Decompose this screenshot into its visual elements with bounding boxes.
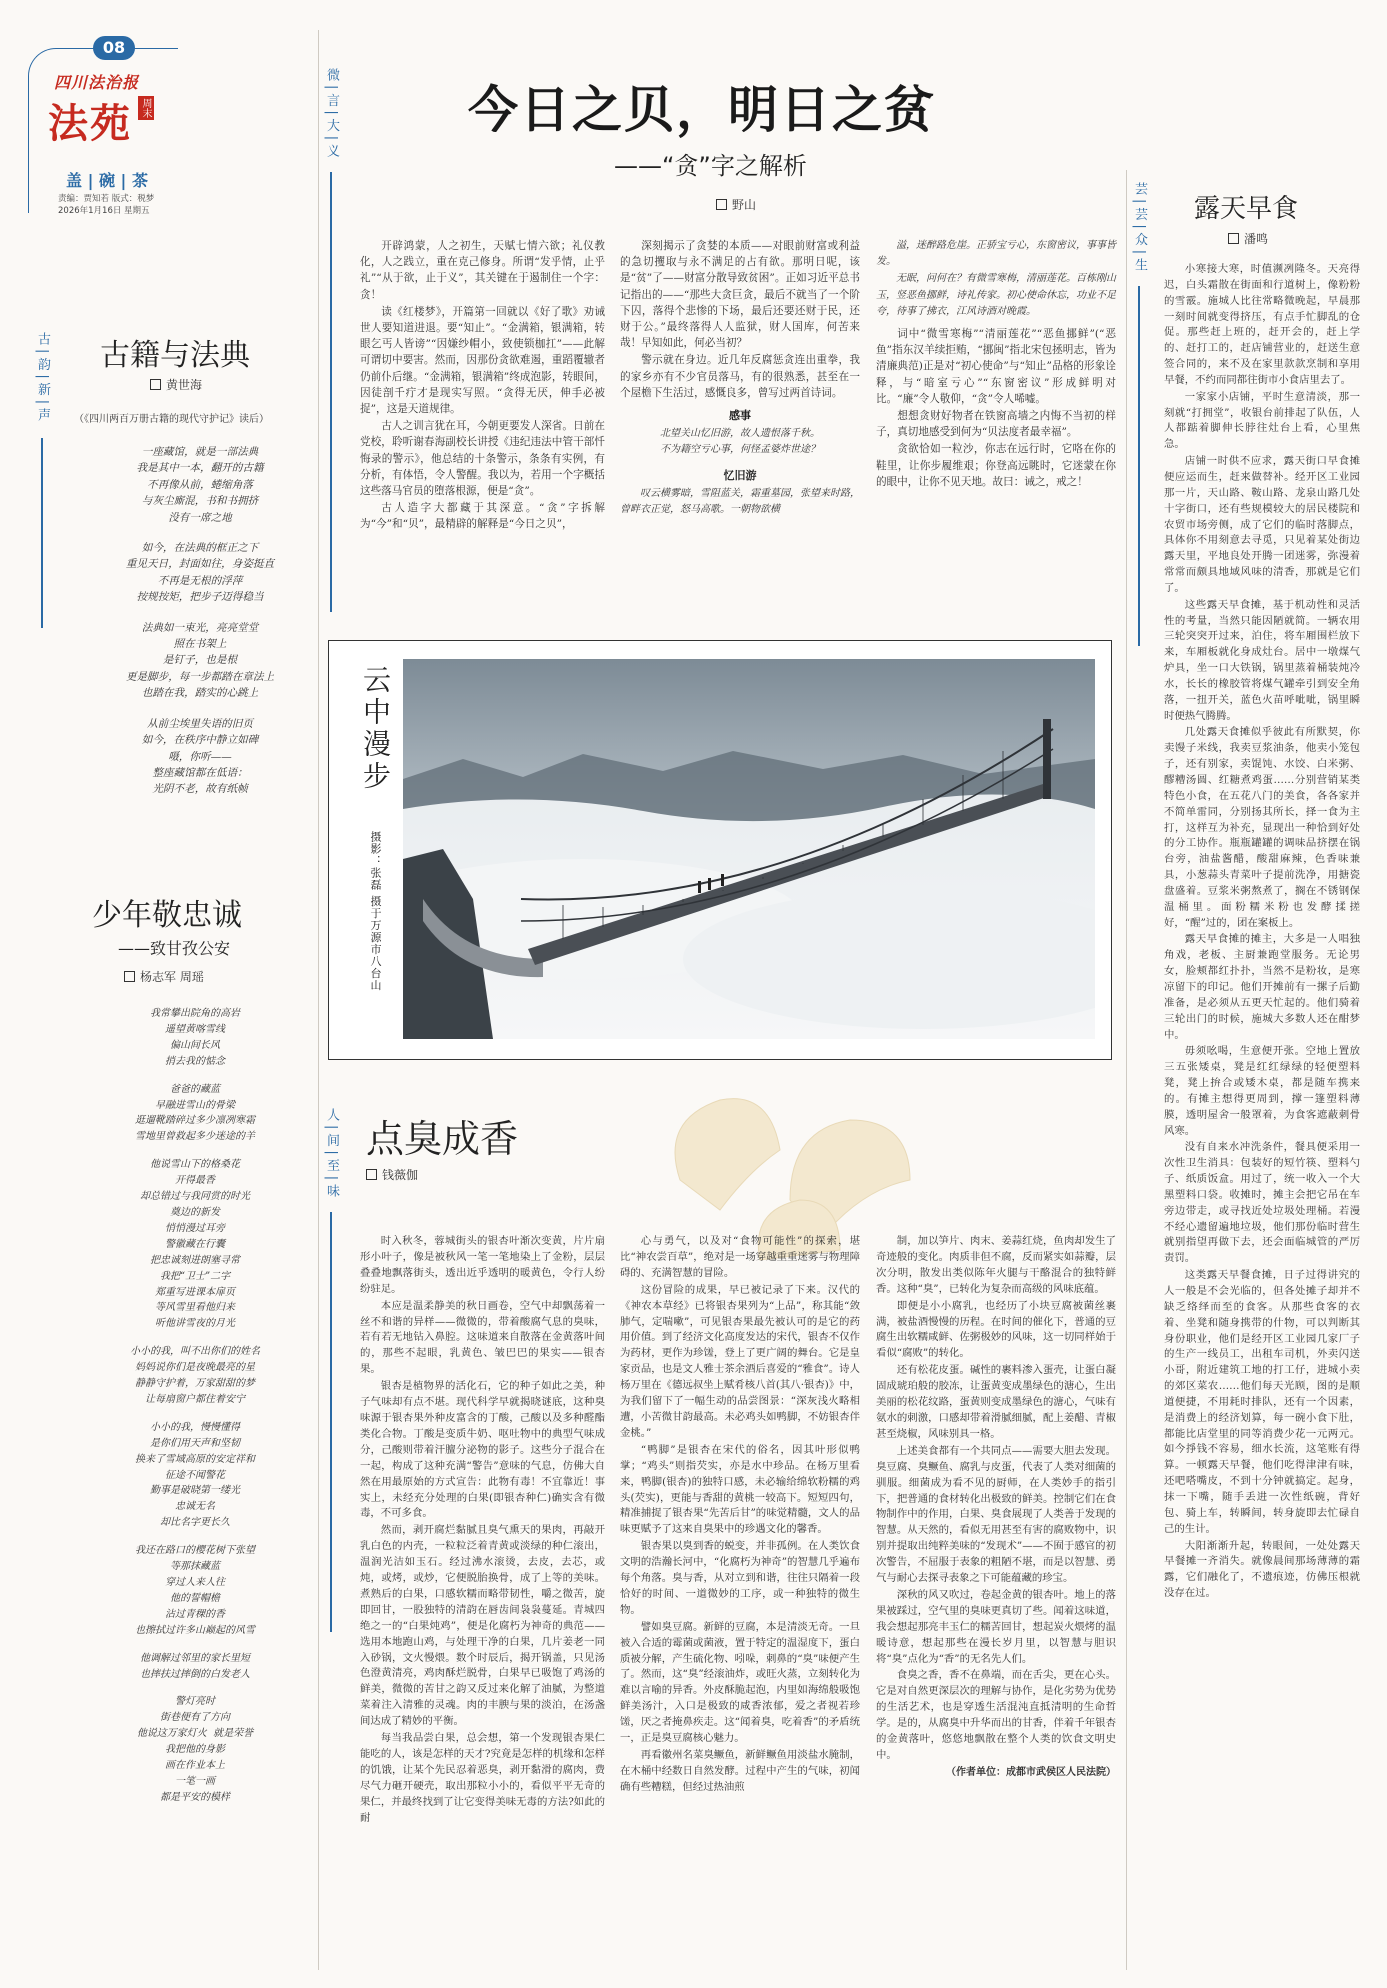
slogan: 盖 | 碗 | 茶	[66, 171, 148, 190]
lutian-title: 露天早食	[1194, 194, 1299, 224]
paragraph: 还有松花皮蛋。碱性的裹料渗入蛋壳，让蛋白凝固成琥珀般的胶冻，让蛋黄变成墨绿色的溏心，生出美丽的松花纹路，蛋黄则变成墨绿色的溏心，气味有氨水的刺激，口感却带着滑腻细腻，配上姜醋、青椒甚至烧椒，风味别具一格。	[876, 1364, 1116, 1440]
poem2-title: 忆旧游	[723, 468, 757, 482]
dianchou-title: 点臭成香	[366, 1117, 519, 1161]
poem-line: 把忠诚刻进朗塞寻常	[150, 1254, 240, 1266]
column-tag-yunyun: 芸|芸|众|生	[1132, 182, 1147, 276]
supplement-name: 法苑	[48, 100, 132, 147]
poem-line: 他说这万家灯火 就是荣誉	[136, 1728, 254, 1740]
poem-line: 光阴不老，故有纸帧	[152, 783, 248, 796]
guji-poem	[90, 444, 310, 798]
dianchou-col3	[876, 1234, 1116, 1782]
poem-line: 妈妈说你们是夜晚最亮的星	[135, 1362, 255, 1374]
poem-line: 整座藏馆都在低语：	[152, 766, 248, 779]
paragraph: 然而，剥开腐烂黏腻且臭气熏天的果肉，再敲开乳白色的内壳，一粒粒泛着青黄或淡绿的种仁滚出，温润光洁如玉石。经过沸水滚烫，去皮，去芯，或炖，或烤，或炒，它便脱胎换骨，成了上等的美味。煮熟后的白果，口感软糯而略带韧性，嚼之微苦，旋即回甘，一股独特的清韵在唇齿间袅袅蔓延。青城四绝之一的“白果炖鸡”，便是化腐朽为神奇的典范——选用本地跑山鸡，与处理干净的白果，几片姜老一同入砂锅，文火慢煨。数个时辰后，揭开锅盖，只见汤色澄黄清亮，鸡肉酥烂脱骨，白果早已吸饱了鸡汤的鲜美，微微的苦甘之韵又反过来化解了油腻，为整道菜着注入清雅的灵魂。肉的丰腴与果的淡泊，在汤盏间达成了精妙的平衡。	[360, 1524, 605, 1728]
column-bar-yunyun	[1138, 286, 1140, 646]
paragraph: 这份冒险的成果，早已被记录了下来。汉代的《神农本草经》已将银杏果列为“上品”，称其能“敛肺气，定喘嗽”，可见银杏果最先被认可的是它的药用价值。到了经济文化高度发达的宋代，银杏不仅作为药材，更作为珍馐，登上了更广阔的舞台。它是皇家贡品，也是文人雅士茶余酒后喜爱的“雅食”。诗人杨万里在《德远叔坐上赋肴核八首(其八·银杏)》中，为我们留下了一幅生动的品尝图景：“深灰浅火略相遭，小苦微甘韵最高。未必鸡头如鸭脚，不妨银杏伴金桃。”	[620, 1283, 861, 1439]
page-number-badge	[93, 36, 135, 60]
poem-line: 沾过青稞的香	[165, 1608, 225, 1620]
paragraph: 警示就在身边。近几年反腐惩贪连出重拳，我的家乡亦有不少官员落马，有的很熟悉，甚至在一个屋檐下生活过，感慨良多，曾写过两首诗词。	[620, 354, 860, 399]
lead-subtitle: ——“贪”字之解析	[614, 152, 807, 180]
column-bar-guyun	[41, 438, 43, 628]
separator-left	[318, 30, 319, 1970]
poem-line: 捎去我的惦念	[165, 1055, 225, 1067]
poem-line: 如今，在秩序中静立如碑	[141, 734, 259, 747]
paragraph: 上述美食都有一个共同点——需要大胆去发现。臭豆腐、臭鳜鱼、腐乳与皮蛋，代表了人类对细菌的驯服。细菌成为看不见的厨师，在人类妙手的指引下，把普通的食材转化出极致的鲜美。控制它们在食物制作中的作用，白果、臭食展现了人类善于发现的智慧。从天然的，看似无用甚至有害的腐败物中，识别并提取出纯粹美味的“发现术”——不囿于感官的初次警告，不屈服于表象的粗陋不堪，而是以智慧、勇气与耐心去探寻表象之下可能蕴藏的珍宝。	[876, 1444, 1116, 1585]
poem-line: 是钉子，也是根	[162, 654, 238, 667]
poem-line: 他的誓帽檐	[170, 1592, 220, 1604]
photo-box	[328, 640, 1112, 1060]
poem-line: 等风雪里看他归来	[155, 1302, 235, 1314]
poem-line: 早融进雪山的骨梁	[155, 1099, 235, 1111]
poem-line: 等那抹藏蓝	[170, 1561, 220, 1573]
paragraph: 读《红楼梦》，开篇第一回就以《好了歌》劝诫世人要知道进退。要“知止”。“金满箱，银满箱，转眼乞丐人皆谤”“因嫌纱帽小，致使锁枷扛”——此解可谓切中要害。然而，因那份贪欲难遏，重蹈覆辙者仍前仆后继。“金满箱，银满箱”终成泡影，转眼间，因徒剖千疔才是现实写照。“贪得无厌，伸手必被捉”，这是天道规律。	[360, 305, 605, 416]
poem-line: 法典如一束光，亮亮堂堂	[141, 621, 259, 634]
poem-line: 让每扇窗户都住着安宁	[145, 1393, 245, 1405]
paragraph: 一家家小店铺，平时生意清淡，那一刻就“打拥堂”，收银台前排起了队伍，人人都踮着脚伸长脖往灶台上看，心里焦急。	[1164, 390, 1360, 451]
poem-line: 听他讲雪夜的月光	[155, 1318, 235, 1330]
shaonian-authors: 杨志军 周瑶	[124, 968, 204, 985]
paragraph: 小寒接大寒，时值濒冽隆冬。天亮得迟，白头霜散在街面和行道树上，像粉粉的雪霰。施城人比往常略微晚起，早晨那一刻时间就变得挤压，有点手忙脚乱的仓促。那些赶上班的，赶开会的，赶上学的、赶打工的，赶店铺营业的，赶送生意签合同的，来不及在家里款款烹制和享用早餐，不约而同都往街市小食店里去了。	[1164, 263, 1360, 386]
poem-line: 小小的我，慢慢懂得	[150, 1421, 240, 1433]
poem-line: 警灯亮时	[175, 1696, 215, 1708]
poem-line: 爸爸的藏蓝	[170, 1083, 220, 1095]
poem-line: 我把“卫士”二字	[159, 1270, 231, 1282]
column-bar-renjian	[330, 1212, 332, 1632]
poem-line: 偏山间长风	[170, 1039, 220, 1051]
poem-line: 静静守护着，万家甜甜的梦	[135, 1378, 255, 1390]
poem-line: 按规按矩，把步子迈得稳当	[136, 591, 264, 604]
poem-line: 都是平安的模样	[160, 1791, 230, 1803]
shaonian-poem	[70, 1006, 320, 1806]
poem-line: 更是脚步，每一步都踏在章法上	[125, 670, 275, 683]
column-bar-weiyan	[330, 172, 332, 612]
poem-line: 穿过人来人往	[165, 1577, 225, 1588]
paragraph: 深秋的风又吹过，卷起金黄的银杏叶。地上的落果被踩过，空气里的臭味更真切了些。闻着这味道，我会想起那亮丰玉仁的糯苦回甘，想起炭火煨烤的温暖诗意，想起那些在漫长岁月里，以智慧与胆识将“臭”点化为“香”的无名先人们。	[876, 1588, 1116, 1665]
paragraph: 时入秋冬，蓉城街头的银杏叶渐次变黄，片片扇形小叶子，像是被秋风一笔一笔地染上了金粉，层层叠叠地飘落街头，透出近乎透明的暖黄色，令行人纷纷驻足。	[360, 1235, 605, 1295]
paper-name: 四川法治报	[54, 73, 140, 92]
paragraph: 制，加以笋片、肉末、姜蒜红烧，鱼肉却发生了奇迹般的变化。肉质非但不腐，反而紧实如蒜瓣，层次分明，散发出类似陈年火腿与干酪混合的独特鲜香。这种“臭”，已转化为复杂而高级的风味底蕴。	[876, 1235, 1116, 1295]
poem-line: 换来了雪域高原的安定祥和	[135, 1453, 255, 1465]
poem-line: 我把他的身影	[165, 1744, 225, 1756]
dianchou-col1	[360, 1234, 605, 1828]
paragraph: 没有自来水冲洗条件，餐具便采用一次性卫生消具：包装好的短竹筷、塑料勺子、纸质饭盒。用过了，统一收入一个大黑塑料口袋。收摊时，摊主会把它吊在车旁边带走，或寻找近处垃圾处理桶。若漫不经心遗留遍地垃圾，他们那份临时营生就别指望再做下去，还会面临城管的严厉责罚。	[1164, 1141, 1360, 1265]
poem-line: 一座藏馆，就是一部法典	[141, 446, 259, 458]
lead-col3	[876, 238, 1116, 491]
column-tag-guyun: 古|韵|新|声	[35, 332, 50, 426]
poem-line: 奠边的新发	[170, 1206, 220, 1218]
paragraph: 店铺一时供不应求，露天街口早食摊便应运而生，赶来做替补。经开区工业园那一片，天山路、鞍山路、龙泉山路几处十字街口，还有些规模较大的居民楼院和农贸市场旁侧，成了它们的临时落脚点，具体你不用刻意去寻觅，只见着某处街边露天里，平地良处开腾一团迷雾，弥漫着常常而颇具地域风味的清香，那就是它们了。	[1164, 455, 1360, 594]
paragraph: 毋须吆喝，生意便开张。空地上置放三五张矮桌，凳是红红绿绿的轻便塑料凳，凳上拚合或矮木桌，都是随车携来的。有摊主想得更周到，撑一篷塑料薄膜，透明屋舍一般罩着，为食客遮蔽刺骨风寒。	[1164, 1045, 1360, 1137]
paragraph: 开辟鸿蒙，人之初生，天赋七情六欲；礼仪教化，人之践立，重在克己修身。所谓“发乎情，止乎礼”“从于欲，止于义”，其关键在于遏制住一个字：贪！	[360, 240, 605, 301]
poem-line: 他调解过邻里的家长里短	[140, 1652, 250, 1664]
lutian-author: 潘鸣	[1228, 230, 1268, 247]
poem-line: 雪地里曾救起多少迷途的羊	[135, 1131, 255, 1143]
author-affiliation: （作者单位：成都市武侯区人民法院）	[946, 1766, 1116, 1778]
poem-line: 不为籍空亏心事，何怪孟婆炸世途？	[660, 444, 820, 456]
paragraph: 贪欲恰如一粒沙，你志在远行时，它咯在你的鞋里，让你步履维艰；你登高远眺时，它迷蒙在你的眼中，让你不见天地。故曰：诫之，戒之！	[876, 443, 1116, 488]
paragraph: 几处露天食摊似乎彼此有所默契，你卖馒子米线，我卖豆浆油条，他卖小笼包子，还有别家，卖馄饨、水饺、白米粥、醪糟汤圆、红糖煮鸡蛋……分别营销某类特色小食，在五花八门的美食，各各家并不简单雷同，分别扬其所长，择一食为主打，这样互为补充，显现出一种恰到好处的分工协作。瓶瓶罐罐的调味品挤摆在锅台旁，油盐酱醋，酸甜麻辣，色香味兼具，小葱蒜头青菜叶子提前洗净，用搪瓷盘盛着。豆浆米粥熬煮了，搁在不锈钢保温桶里。面粉糯米粉也发酵揉搓好，“醒”过的，团在案板上。	[1164, 726, 1360, 929]
poem-line: 遥望黄喀雪线	[165, 1023, 225, 1035]
poem-line: 照在书架上	[173, 638, 227, 651]
paragraph: “鸭脚”是银杏在宋代的俗名，因其叶形似鸭掌；“鸡头”则指芡实，亦是水中珍品。在杨万里看来，鸭脚(银杏)的独特口感，未必输给绵软粉糯的鸡头(芡实)，更能与香甜的黄桃一较高下。短短四句，精准捕捉了银杏果“先苦后甘”的味觉精髓，文人的品味更赋予了这来自臭果中的珍遇文化的馨香。	[620, 1443, 860, 1536]
paragraph: 词中“微雪寒梅”“清丽莲花”“恶鱼挪鲜”(“恶鱼”指东汉羊续拒贿，“挪闽”指北宋包拯明志，皆为清廉典范)正是对“初心使命”与“知止”品格的形象诠释，与“暗室亏心”“东窗密议”形成鲜明对比。“廉”令人敬仰，“贪”令人唏嘘。	[876, 328, 1116, 405]
poem-line: 重见天日，封面如往，身姿挺直	[125, 558, 275, 571]
poem-line: 从前尘埃里失语的旧页	[147, 717, 253, 730]
poem-line: 征途不闻警花	[165, 1469, 225, 1481]
separator-right	[1126, 170, 1127, 1970]
poem-line: 我还在路口的樱花树下张望	[135, 1545, 255, 1557]
poem-line: 一笔一画	[175, 1775, 215, 1787]
photo-image	[403, 659, 1095, 1039]
photo-title: 云中漫步	[359, 665, 392, 793]
lead-col2	[620, 238, 860, 519]
lead-col1	[360, 238, 605, 534]
paragraph: 这类露天早餐食摊，日子过得讲究的人一般是不会光临的，但各处摊子却并不缺乏络绎而至的食客。从那些食客的衣着、坐凳和随身携带的什物，可以判断其身份职业，他们是经开区工业园几家厂子的生产一线员工，出租车司机，外卖闪送小哥，附近建筑工地的打工仔，进城小卖的郊区菜农……他们每天光顾，图的是顺道便捷，不用耗时排队，还有一个因素，是消费上的经济划算，每一碗小食下肚，都能比店堂里的同等消费少花一元两元。如今掙钱不容易，细水长流，这笔账有得算。一顿露天早餐，他们吃得津津有味，还吧嗒嘴皮，不到十分钟就搞定。起身，抹一下嘴，随手丢进一次性纸碗，背好包、骑上车，转瞬间，转身旋即去忙碌自己的生计。	[1164, 1269, 1360, 1535]
column-tag-weiyan: 微|言|大|义	[324, 68, 339, 162]
paragraph: 譬如臭豆腐。新鲜的豆腐，本是清淡无奇。一旦被入合适的霉菌或菌液，置于特定的温湿度下，蛋白质被分解，产生硫化物、吲哚，刺鼻的“臭”味便产生了。然而，这“臭”经滚油炸，或旺火蒸，立刻转化为难以言喻的异香。外皮酥脆起泡，内里如海绵般吸饱鲜美汤汁，入口是极致的咸香浓郁，爱之者视若珍馐，厌之者掩鼻疾走。这“闻着臭，吃着香”的矛盾统一，正是臭豆腐核心魅力。	[620, 1620, 860, 1745]
paragraph: 本应是温柔静美的秋日画卷，空气中却飘荡着一丝不和谐的异样——微微的，带着酸腐气息的臭味，若有若无地钻入鼻腔。这味道来自散落在金黄落叶间的，那些不起眼，乳黄色、皱巴巴的果实——银杏果。	[360, 1299, 605, 1376]
shaonian-subtitle: ——致甘孜公安	[118, 939, 231, 958]
poem-line: 勤事是破晓第一缕光	[150, 1485, 240, 1497]
photo-credit: 摄影：张磊 摄于万源市八台山	[369, 831, 382, 992]
poem-line: 悄悄漫过耳旁	[165, 1222, 225, 1234]
paragraph: 大阳渐渐升起，转眼间，一处处露天早餐摊一齐消失。就像晨间那场薄薄的霜露，它们融化了，不遗痕迹，仿佛压根就没存在过。	[1164, 1539, 1360, 1600]
page-number: 08	[102, 38, 126, 57]
poem-line: 北望关山忆旧游，故人遗恨落千秋。	[660, 428, 820, 440]
paragraph: 古人造字大都藏于其深意。“贪”字拆解为“今”和“贝”，最精辟的解释是“今日之贝”，	[360, 502, 605, 531]
poem1-title: 感事	[729, 409, 751, 423]
poem-line: 不再像从前，蜷缩角落	[147, 478, 253, 491]
poem-line: 不再是无根的浮萍	[157, 574, 243, 587]
poem-line: 叹云横雾暗，雪阻蓝关，霜重墓园，张望来时路，曾畔衣正觉，怒马高歌。一朝物欲横	[620, 487, 860, 516]
paragraph: 再看徽州名菜臭鳜鱼，新鲜鳜鱼用淡盐水腌制，在木桶中经数日自然发酵。过程中产生的气味，初闻确有些糟糕，但经过热油煎	[620, 1749, 860, 1793]
column-tag-renjian: 人|间|至|味	[324, 1108, 339, 1202]
poem-line: 画在作业本上	[165, 1760, 225, 1772]
poem-line: 忠诚无名	[175, 1501, 215, 1513]
paragraph: 即便是小小腐乳，也经历了小块豆腐被菌丝裹满，被盐酒慢慢的历程。在时间的催化下，普通的豆腐生出软糯咸鲜、佐粥极妙的风味，这一切同样始于看似“腐败”的转化。	[876, 1299, 1116, 1360]
paragraph: 食臭之香，香不在鼻端，而在舌尖，更在心头。它是对自然更深层次的理解与协作，是化劣势为优势的生活艺术，也是穿透生活混沌直抵清明的生命哲学。是的，从腐臭中升华而出的甘香，伴着千年银杏的金黄落叶，悠悠地飘散在整个人类的饮食文明史中。	[876, 1669, 1116, 1761]
guji-author: 黄世海	[150, 376, 202, 393]
poem-line: 却比名字更长久	[160, 1517, 230, 1529]
weekend-tag: 周末	[138, 96, 154, 120]
poem-line: 他说雪山下的格桑花	[150, 1159, 240, 1171]
poem-line: 警徽藏在行囊	[165, 1238, 225, 1250]
dianchou-author: 钱薇伽	[366, 1166, 418, 1183]
guji-title: 古籍与法典	[100, 338, 250, 373]
poem-line: 是你们用天声和坚韧	[150, 1437, 240, 1449]
lead-author: 野山	[716, 196, 756, 213]
poem-line: 无眠，问何在？有微雪寒梅，清丽莲花。百栋刚山玉，竖恶鱼挪鲜，诗礼传家。初心使命休忘，功业不足夸，待事了拂衣，江风诗酒对晚霞。	[876, 273, 1116, 317]
lutian-body	[1164, 262, 1360, 1603]
poem-line: 与灰尘廝混，书和书拥挤	[141, 495, 259, 508]
poem-line: 溢，迷醉路危崖。正骄宝亏心，东窗密议，事事皆发。	[876, 240, 1116, 268]
paragraph: 露天早食摊的摊主，大多是一人唱独角戏，老板、主厨兼跑堂服务。无论男女，脸颊都红扑扑，当然不是粉妆，是寒凉留下的印记。他们开摊前有一摞子后勤准备，是必须从五更天忙起的。他们骑着三轮出门的时候，施城大多数人还在酣梦中。	[1164, 933, 1360, 1041]
poem-line: 郑重写进课本扉页	[155, 1286, 235, 1298]
guji-note: （《四川两百万册古籍的现代守护记》读后）	[74, 414, 269, 425]
poem-line: 没有一席之地	[168, 511, 232, 524]
poem-line: 逛遛靴踏碎过多少凛冽寒霜	[135, 1115, 255, 1127]
paragraph: 想想贪财好物者在铁窗高墙之内悔不当初的样子，真切地感受到何为“贝法度者最幸福”。	[876, 410, 1116, 439]
credits: 责编：贾知若 版式：税梦	[58, 194, 155, 204]
dianchou-col2	[620, 1234, 860, 1797]
poem-line: 嗫，你听——	[168, 750, 232, 763]
poem-line: 也踏在我，踏实的心跳上	[141, 687, 259, 700]
issue-date: 2026年1月16日 星期五	[58, 206, 150, 216]
poem-line: 我常攀出院角的高岩	[150, 1008, 240, 1019]
poem-line: 小小的我，叫不出你们的姓名	[130, 1346, 260, 1358]
paragraph: 深刻揭示了贪婪的本质——对眼前财富或利益的急切攫取与永不满足的占有欲。那明日呢，该是“贫”了——财富分散导致贫困”。正如习近平总书记指出的——“那些大贪巨贪，最后不就当了一个阶下囚，落得个悲惨的下场，最后还要还财于民，还财于公。”最终落得人人监狱，财人国库，何苦来哉！早知如此，何必当初？	[620, 240, 860, 350]
poem-line: 开得最香	[175, 1175, 215, 1187]
shaonian-title: 少年敬忠诚	[92, 898, 242, 933]
paragraph: 银杏是植物界的活化石，它的种子如此之美，种子气味却有点不堪。现代科学早就揭晓谜底，这种臭味源于银杏果外种皮富含的丁酸，己酸以及多种醛酯类化合物。丁酸是变质牛奶、呕吐物中的典型气味成分，己酸则带着汗膻分泌物的影子。这些分子混合在一起，构成了这种充满“警告”意味的气息，仿佛大自然在用最原始的方式宣告：此物有毒！不宜靠近！事实上，未经充分处理的白果(即银杏种仁)确实含有微毒，不可多食。	[360, 1380, 605, 1520]
paragraph: 每当我品尝白果，总会想，第一个发现银杏果仁能吃的人，该是怎样的天才?究竟是怎样的机缘和怎样的饥饿，让某个先民忍着恶臭，剥开黏滑的腐肉，费尽气力砸开硬壳，取出那粒小小的，看似平平无奇的果仁，并最终找到了让它变得美味无毒的方法?如此的耐	[360, 1732, 605, 1824]
masthead	[28, 30, 183, 220]
paragraph: 这些露天早食摊，基于机动性和灵活性的考量，当然只能因陋就简。一辆农用三轮突突开过来，泊住，将车厢围栏放下来，车厢板就化身成灶台。居中一墩煤气炉具，坐一口大铁锅，锅里蒸着桶装炖冷水，长长的橡胶管将煤气罐牵引到安全角落，一扭开关，蓝色火苗呼呲呲，锅里瞬时便热气腾腾。	[1164, 598, 1360, 722]
poem-line: 也摔扶过摔倒的白发老人	[140, 1668, 250, 1680]
poem-line: 也擦拭过许多山巅起的风雪	[135, 1624, 255, 1636]
poem-line: 却总错过与我同赏的时光	[140, 1191, 250, 1203]
poem-line: 我是其中一本，翻开的古籍	[136, 462, 264, 475]
paragraph: 银杏果以臭到香的蜕变，并非孤例。在人类饮食文明的浩瀚长河中，“化腐朽为神奇”的智慧几乎遍布每个角落。臭与香，从对立到和谐，往往只隔着一段恰好的时间、一道微妙的工序，或一种独特的微生物。	[620, 1540, 860, 1616]
lead-title: 今日之贝，明日之贫	[468, 81, 936, 139]
paragraph: 心与勇气，以及对“食物可能性”的探索，堪比“神农尝百草”，绝对是一场穿越重重迷雾与物理障碍的、充满智慧的冒险。	[620, 1235, 860, 1279]
poem-line: 如今，在法典的框正之下	[141, 542, 259, 555]
poem-line: 街巷便有了方向	[160, 1712, 230, 1724]
paragraph: 古人之训言犹在耳，今朝更要发人深省。日前在党校，聆听谢春海副校长讲授《违纪违法中管干部忏悔录的警示》，他总结的十条警示，条条有实例，有分析，有体悟，令人警醒。我以为，若用一个字概括这些落马官员的堕落根源，便是“贪”。	[360, 420, 605, 498]
